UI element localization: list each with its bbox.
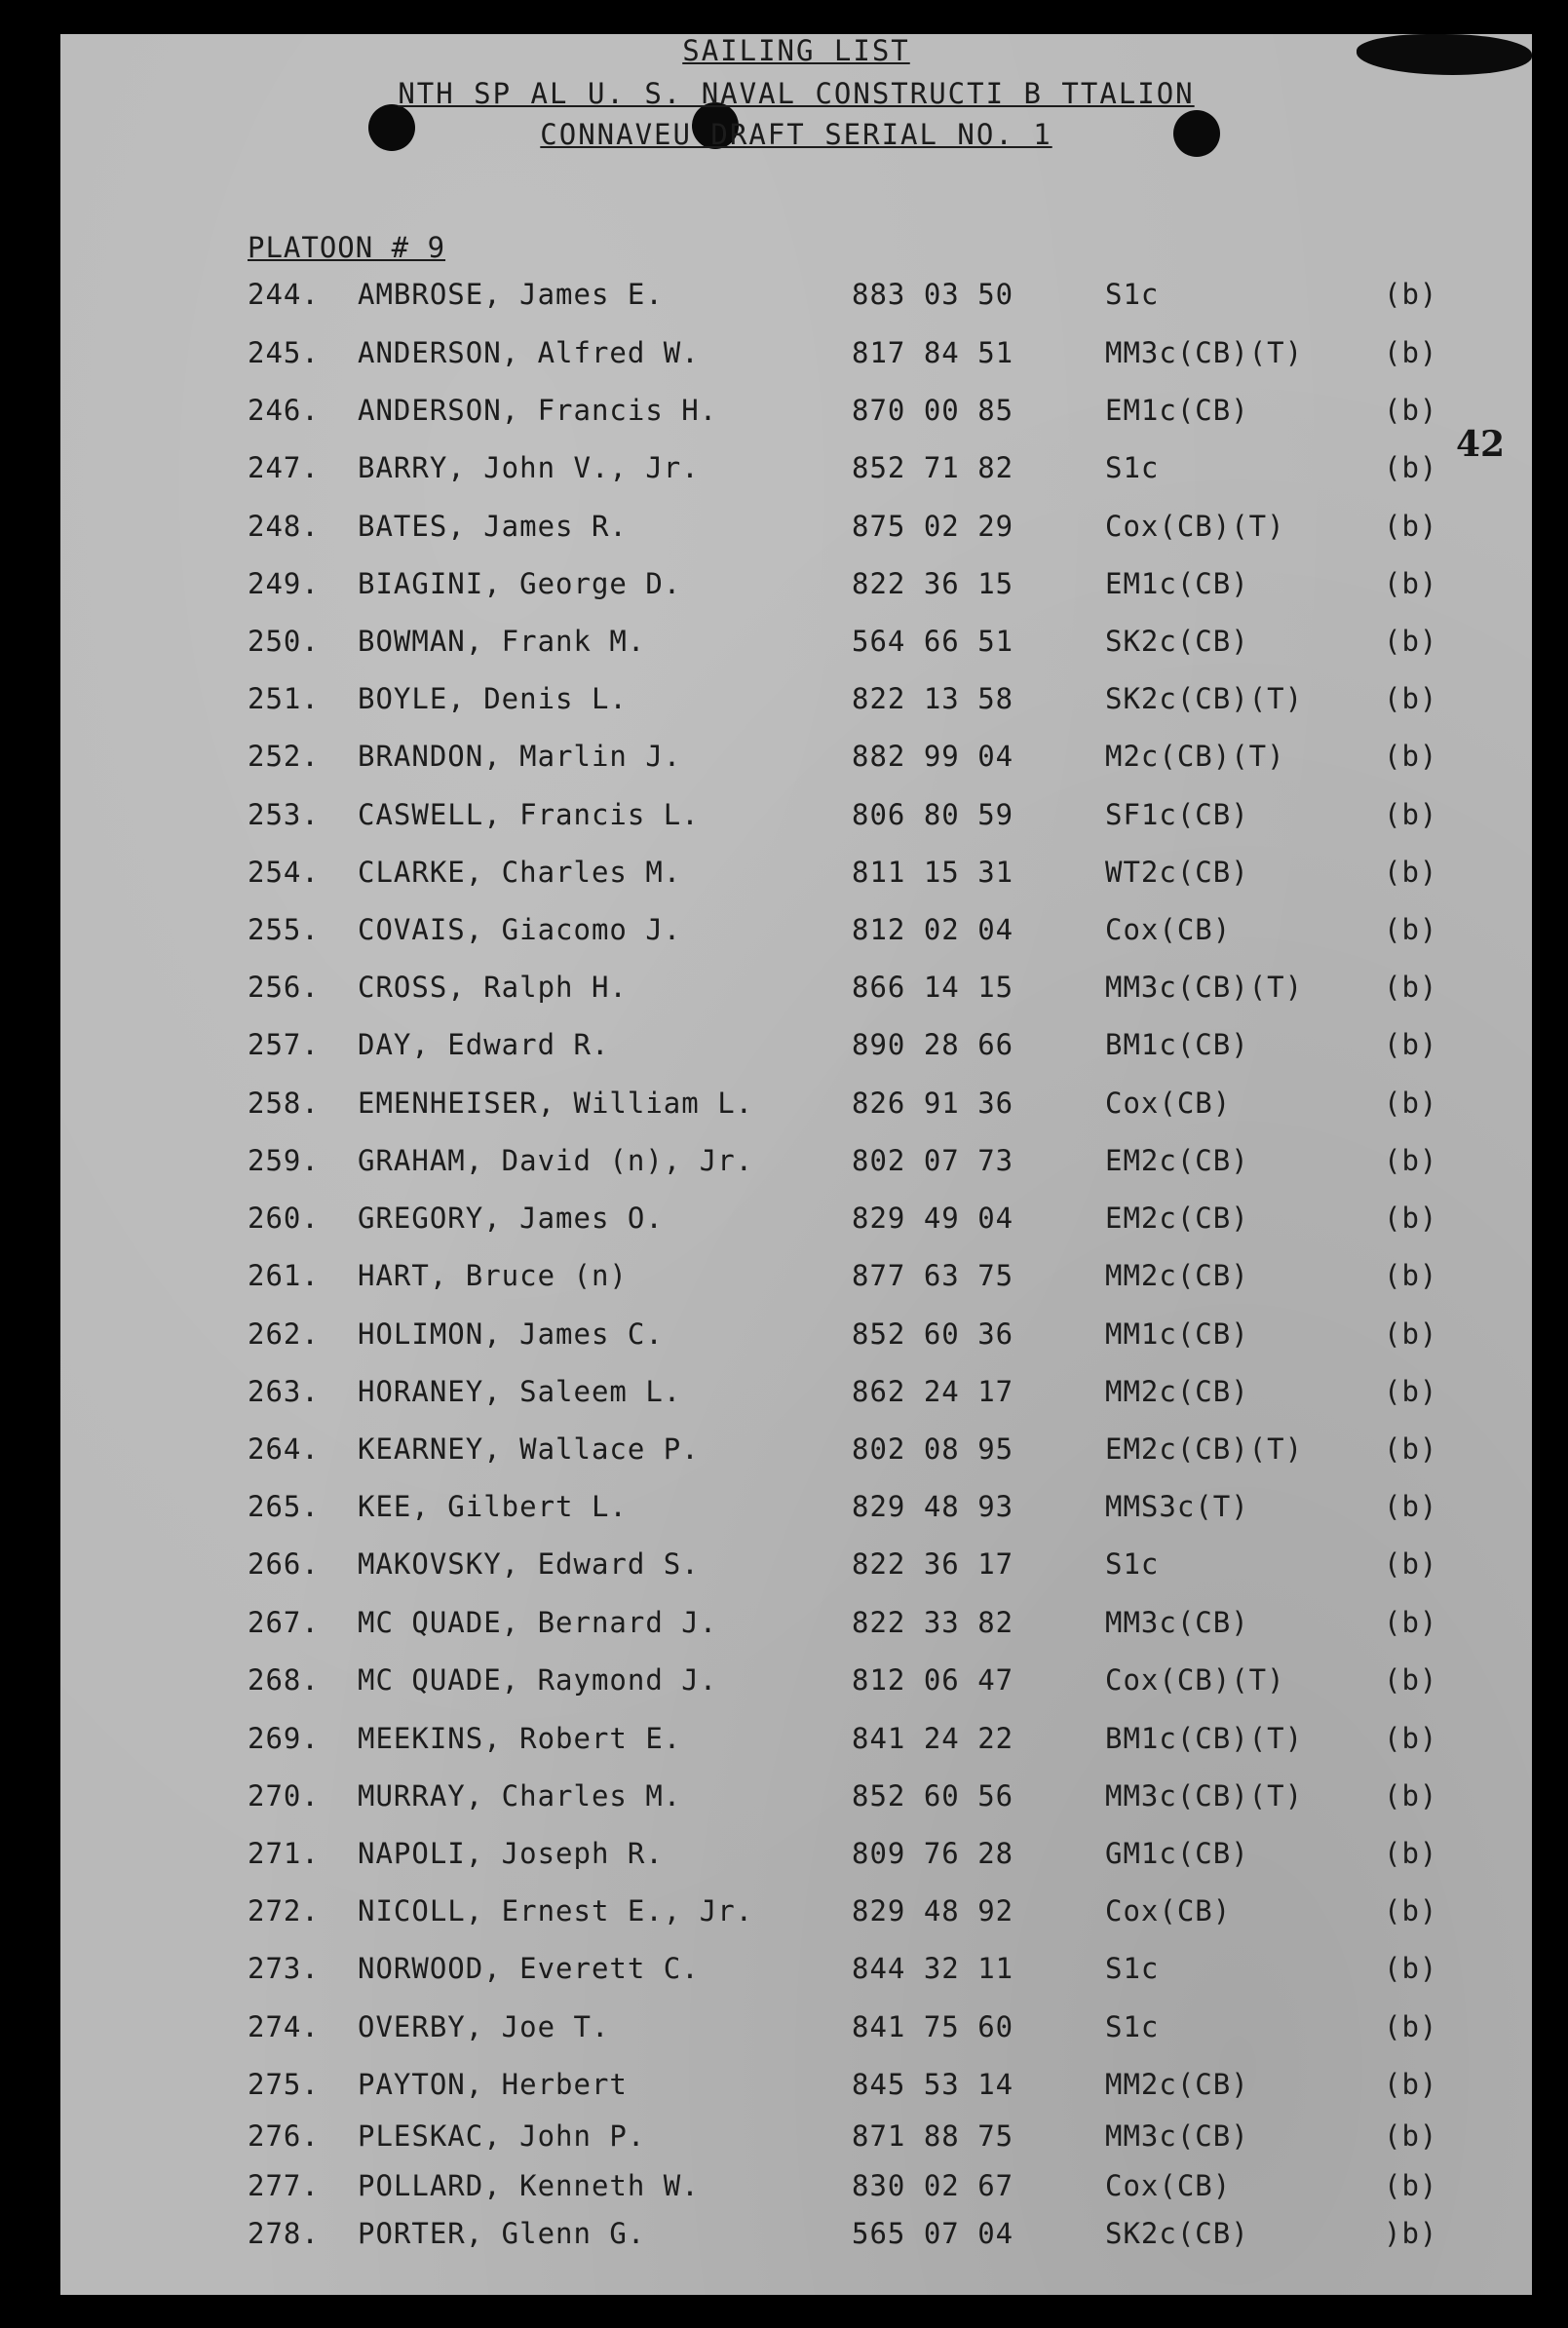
member-name: PAYTON, Herbert <box>358 2068 628 2101</box>
rating: Cox(CB) <box>1105 2169 1232 2202</box>
service-number: 871 88 75 <box>852 2119 1014 2153</box>
roster-row <box>60 1317 1532 1356</box>
header-draft-serial: CONNAVEU DRAFT SERIAL NO. 1 <box>540 118 1052 151</box>
member-name: MC QUADE, Raymond J. <box>358 1663 718 1697</box>
row-number: 271. <box>248 1837 320 1870</box>
service-number: 802 08 95 <box>852 1432 1014 1466</box>
service-number: 812 02 04 <box>852 913 1014 946</box>
rating: MM3c(CB)(T) <box>1105 1779 1304 1813</box>
rating: S1c <box>1105 451 1160 484</box>
service-number: 862 24 17 <box>852 1375 1014 1408</box>
roster-row <box>60 394 1532 433</box>
status-code: (b) <box>1384 278 1438 311</box>
service-number: 844 32 11 <box>852 1952 1014 1985</box>
roster-row <box>60 856 1532 895</box>
status-code: (b) <box>1384 798 1438 831</box>
member-name: GRAHAM, David (n), Jr. <box>358 1144 754 1177</box>
row-number: 256. <box>248 971 320 1004</box>
rating: Cox(CB) <box>1105 913 1232 946</box>
status-code: (b) <box>1384 1606 1438 1639</box>
member-name: DAY, Edward R. <box>358 1028 610 1061</box>
service-number: 822 13 58 <box>852 682 1014 715</box>
service-number: 890 28 66 <box>852 1028 1014 1061</box>
status-code: (b) <box>1384 1202 1438 1235</box>
member-name: MC QUADE, Bernard J. <box>358 1606 718 1639</box>
roster-row <box>60 567 1532 606</box>
service-number: 875 02 29 <box>852 510 1014 543</box>
roster-row <box>60 1432 1532 1471</box>
member-name: CASWELL, Francis L. <box>358 798 700 831</box>
status-code: (b) <box>1384 625 1438 658</box>
row-number: 251. <box>248 682 320 715</box>
roster-row <box>60 1028 1532 1067</box>
row-number: 262. <box>248 1317 320 1351</box>
row-number: 245. <box>248 336 320 369</box>
status-code: (b) <box>1384 740 1438 773</box>
platoon-label: PLATOON # 9 <box>248 231 446 264</box>
row-number: 260. <box>248 1202 320 1235</box>
rating: SK2c(CB) <box>1105 2217 1249 2250</box>
roster-row <box>60 2169 1532 2208</box>
status-code: (b) <box>1384 2010 1438 2043</box>
status-code: (b) <box>1384 1490 1438 1523</box>
document-page <box>60 34 1532 2295</box>
roster-row <box>60 451 1532 490</box>
roster-row <box>60 2068 1532 2107</box>
service-number: 826 91 36 <box>852 1087 1014 1120</box>
status-code: )b) <box>1384 2217 1438 2250</box>
rating: MM3c(CB)(T) <box>1105 971 1304 1004</box>
roster-row <box>60 1779 1532 1818</box>
member-name: HOLIMON, James C. <box>358 1317 664 1351</box>
member-name: NORWOOD, Everett C. <box>358 1952 700 1985</box>
service-number: 822 36 17 <box>852 1547 1014 1581</box>
service-number: 877 63 75 <box>852 1259 1014 1292</box>
member-name: BARRY, John V., Jr. <box>358 451 700 484</box>
rating: Cox(CB) <box>1105 1087 1232 1120</box>
service-number: 829 48 92 <box>852 1894 1014 1927</box>
service-number: 841 24 22 <box>852 1722 1014 1755</box>
member-name: NICOLL, Ernest E., Jr. <box>358 1894 754 1927</box>
service-number: 845 53 14 <box>852 2068 1014 2101</box>
status-code: (b) <box>1384 1087 1438 1120</box>
service-number: 852 60 56 <box>852 1779 1014 1813</box>
roster-row <box>60 1144 1532 1183</box>
roster-row <box>60 1663 1532 1702</box>
service-number: 829 49 04 <box>852 1202 1014 1235</box>
status-code: (b) <box>1384 971 1438 1004</box>
rating: MM2c(CB) <box>1105 1375 1249 1408</box>
rating: MMS3c(T) <box>1105 1490 1249 1523</box>
rating: Cox(CB)(T) <box>1105 1663 1285 1697</box>
status-code: (b) <box>1384 1952 1438 1985</box>
member-name: CROSS, Ralph H. <box>358 971 628 1004</box>
status-code: (b) <box>1384 1547 1438 1581</box>
roster-row <box>60 1087 1532 1126</box>
row-number: 255. <box>248 913 320 946</box>
service-number: 882 99 04 <box>852 740 1014 773</box>
roster-row <box>60 625 1532 664</box>
member-name: KEARNEY, Wallace P. <box>358 1432 700 1466</box>
member-name: BOWMAN, Frank M. <box>358 625 646 658</box>
row-number: 250. <box>248 625 320 658</box>
roster-row <box>60 336 1532 375</box>
status-code: (b) <box>1384 1259 1438 1292</box>
row-number: 263. <box>248 1375 320 1408</box>
service-number: 830 02 67 <box>852 2169 1014 2202</box>
rating: BM1c(CB) <box>1105 1028 1249 1061</box>
row-number: 254. <box>248 856 320 889</box>
row-number: 273. <box>248 1952 320 1985</box>
member-name: CLARKE, Charles M. <box>358 856 682 889</box>
status-code: (b) <box>1384 1028 1438 1061</box>
member-name: KEE, Gilbert L. <box>358 1490 628 1523</box>
roster-row <box>60 1606 1532 1645</box>
service-number: 852 71 82 <box>852 451 1014 484</box>
service-number: 866 14 15 <box>852 971 1014 1004</box>
member-name: NAPOLI, Joseph R. <box>358 1837 664 1870</box>
roster-row <box>60 971 1532 1010</box>
service-number: 870 00 85 <box>852 394 1014 427</box>
member-name: MAKOVSKY, Edward S. <box>358 1547 700 1581</box>
row-number: 264. <box>248 1432 320 1466</box>
member-name: BRANDON, Marlin J. <box>358 740 682 773</box>
rating: EM2c(CB) <box>1105 1144 1249 1177</box>
row-number: 276. <box>248 2119 320 2153</box>
roster-row <box>60 740 1532 779</box>
member-name: HORANEY, Saleem L. <box>358 1375 682 1408</box>
rating: S1c <box>1105 1952 1160 1985</box>
member-name: BATES, James R. <box>358 510 628 543</box>
rating: MM3c(CB) <box>1105 2119 1249 2153</box>
rating: SF1c(CB) <box>1105 798 1249 831</box>
roster-row <box>60 1894 1532 1933</box>
member-name: POLLARD, Kenneth W. <box>358 2169 700 2202</box>
rating: EM1c(CB) <box>1105 567 1249 600</box>
header-battalion: NTH SP AL U. S. NAVAL CONSTRUCTI B TTALION <box>398 77 1195 110</box>
roster-row <box>60 2119 1532 2158</box>
member-name: PORTER, Glenn G. <box>358 2217 646 2250</box>
rating: SK2c(CB)(T) <box>1105 682 1304 715</box>
status-code: (b) <box>1384 913 1438 946</box>
member-name: OVERBY, Joe T. <box>358 2010 610 2043</box>
status-code: (b) <box>1384 2119 1438 2153</box>
service-number: 829 48 93 <box>852 1490 1014 1523</box>
row-number: 265. <box>248 1490 320 1523</box>
row-number: 244. <box>248 278 320 311</box>
member-name: COVAIS, Giacomo J. <box>358 913 682 946</box>
row-number: 253. <box>248 798 320 831</box>
row-number: 274. <box>248 2010 320 2043</box>
member-name: BOYLE, Denis L. <box>358 682 628 715</box>
header-sailing-list: SAILING LIST <box>682 34 910 67</box>
row-number: 259. <box>248 1144 320 1177</box>
status-code: (b) <box>1384 1663 1438 1697</box>
rating: M2c(CB)(T) <box>1105 740 1285 773</box>
roster-row <box>60 798 1532 837</box>
rating: MM2c(CB) <box>1105 2068 1249 2101</box>
roster-row <box>60 278 1532 317</box>
rating: Cox(CB)(T) <box>1105 510 1285 543</box>
member-name: MEEKINS, Robert E. <box>358 1722 682 1755</box>
rating: GM1c(CB) <box>1105 1837 1249 1870</box>
row-number: 277. <box>248 2169 320 2202</box>
row-number: 258. <box>248 1087 320 1120</box>
rating: MM2c(CB) <box>1105 1259 1249 1292</box>
row-number: 269. <box>248 1722 320 1755</box>
member-name: EMENHEISER, William L. <box>358 1087 754 1120</box>
rating: S1c <box>1105 2010 1160 2043</box>
row-number: 257. <box>248 1028 320 1061</box>
roster-row <box>60 1837 1532 1876</box>
status-code: (b) <box>1384 856 1438 889</box>
rating: MM1c(CB) <box>1105 1317 1249 1351</box>
status-code: (b) <box>1384 510 1438 543</box>
service-number: 817 84 51 <box>852 336 1014 369</box>
rating: BM1c(CB)(T) <box>1105 1722 1304 1755</box>
rating: S1c <box>1105 1547 1160 1581</box>
member-name: GREGORY, James O. <box>358 1202 664 1235</box>
status-code: (b) <box>1384 1144 1438 1177</box>
member-name: BIAGINI, George D. <box>358 567 682 600</box>
member-name: ANDERSON, Francis H. <box>358 394 718 427</box>
status-code: (b) <box>1384 451 1438 484</box>
row-number: 268. <box>248 1663 320 1697</box>
status-code: (b) <box>1384 1432 1438 1466</box>
status-code: (b) <box>1384 1375 1438 1408</box>
row-number: 266. <box>248 1547 320 1581</box>
rating: EM2c(CB)(T) <box>1105 1432 1304 1466</box>
roster-row <box>60 1375 1532 1414</box>
row-number: 247. <box>248 451 320 484</box>
rating: EM1c(CB) <box>1105 394 1249 427</box>
roster-row <box>60 1202 1532 1240</box>
roster-row <box>60 1547 1532 1586</box>
member-name: ANDERSON, Alfred W. <box>358 336 700 369</box>
status-code: (b) <box>1384 2068 1438 2101</box>
service-number: 841 75 60 <box>852 2010 1014 2043</box>
status-code: (b) <box>1384 567 1438 600</box>
row-number: 278. <box>248 2217 320 2250</box>
status-code: (b) <box>1384 2169 1438 2202</box>
service-number: 811 15 31 <box>852 856 1014 889</box>
rating: MM3c(CB)(T) <box>1105 336 1304 369</box>
page-number: 42 <box>1456 424 1506 465</box>
row-number: 261. <box>248 1259 320 1292</box>
roster-row <box>60 2217 1532 2256</box>
roster-row <box>60 913 1532 952</box>
row-number: 252. <box>248 740 320 773</box>
row-number: 270. <box>248 1779 320 1813</box>
status-code: (b) <box>1384 1837 1438 1870</box>
roster-row <box>60 682 1532 721</box>
roster-row <box>60 1490 1532 1529</box>
row-number: 246. <box>248 394 320 427</box>
service-number: 852 60 36 <box>852 1317 1014 1351</box>
status-code: (b) <box>1384 1894 1438 1927</box>
rating: MM3c(CB) <box>1105 1606 1249 1639</box>
member-name: AMBROSE, James E. <box>358 278 664 311</box>
status-code: (b) <box>1384 682 1438 715</box>
row-number: 248. <box>248 510 320 543</box>
row-number: 275. <box>248 2068 320 2101</box>
member-name: PLESKAC, John P. <box>358 2119 646 2153</box>
rating: EM2c(CB) <box>1105 1202 1249 1235</box>
row-number: 272. <box>248 1894 320 1927</box>
status-code: (b) <box>1384 1722 1438 1755</box>
rating: SK2c(CB) <box>1105 625 1249 658</box>
service-number: 822 33 82 <box>852 1606 1014 1639</box>
row-number: 249. <box>248 567 320 600</box>
status-code: (b) <box>1384 1779 1438 1813</box>
service-number: 564 66 51 <box>852 625 1014 658</box>
service-number: 883 03 50 <box>852 278 1014 311</box>
service-number: 809 76 28 <box>852 1837 1014 1870</box>
member-name: MURRAY, Charles M. <box>358 1779 682 1813</box>
service-number: 822 36 15 <box>852 567 1014 600</box>
roster-row <box>60 1722 1532 1761</box>
service-number: 802 07 73 <box>852 1144 1014 1177</box>
status-code: (b) <box>1384 1317 1438 1351</box>
rating: Cox(CB) <box>1105 1894 1232 1927</box>
status-code: (b) <box>1384 336 1438 369</box>
roster-row <box>60 2010 1532 2049</box>
service-number: 812 06 47 <box>852 1663 1014 1697</box>
roster-row <box>60 510 1532 549</box>
member-name: HART, Bruce (n) <box>358 1259 628 1292</box>
rating: WT2c(CB) <box>1105 856 1249 889</box>
service-number: 565 07 04 <box>852 2217 1014 2250</box>
roster-row <box>60 1259 1532 1298</box>
roster-row <box>60 1952 1532 1991</box>
row-number: 267. <box>248 1606 320 1639</box>
rating: S1c <box>1105 278 1160 311</box>
status-code: (b) <box>1384 394 1438 427</box>
service-number: 806 80 59 <box>852 798 1014 831</box>
